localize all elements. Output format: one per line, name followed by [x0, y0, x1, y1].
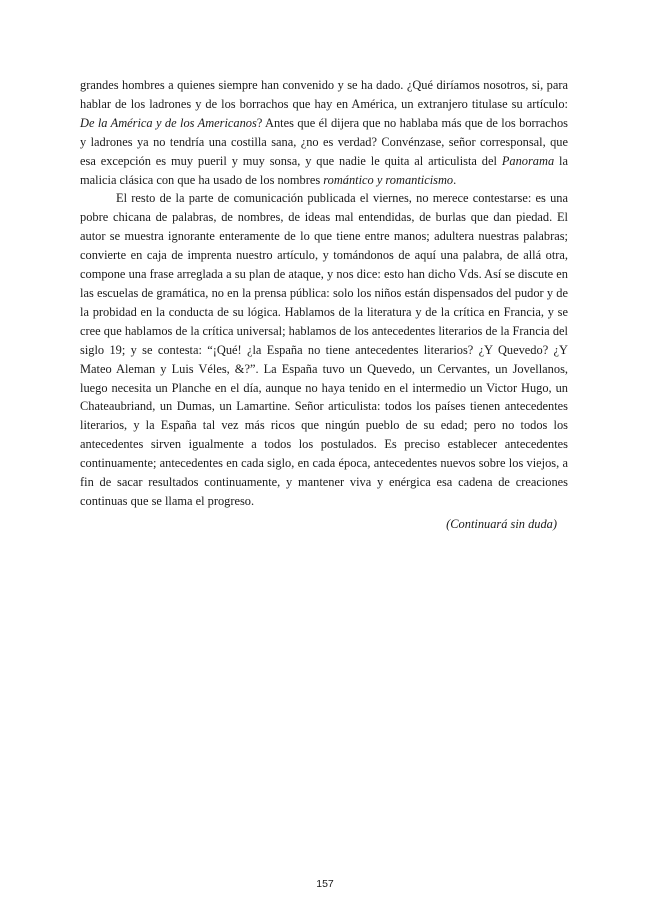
body-text — [80, 76, 568, 511]
paragraph-1 — [80, 76, 568, 189]
paragraph-1-text-d: . — [453, 172, 457, 187]
newspaper-name-italic: Panorama — [501, 153, 555, 168]
paragraph-1-text-a: grandes hombres a quienes siempre han convenido y se ha dado. ¿Qué diríamos nosotros, si, para hablar de los ladrones y de los borrachos que hay en América, un extranjero titulase su artículo: — [80, 78, 568, 111]
closing-note: (Continuará sin duda) — [446, 517, 557, 531]
paragraph-1-text-b: ? Antes que él dijera que no hablaba más que de los borrachos y ladrones ya no tendría una costilla sana, ¿no es verdad? Convénzase, señor corresponsal, que esa excepción es muy pueril y muy sonsa, y que nadie le quita al articulista del — [80, 115, 568, 168]
paragraph-1-text-c: la malicia clásica con que ha usado de los nombres — [80, 153, 568, 187]
terms-italic: romántico y romanticismo — [323, 172, 454, 187]
paragraph-2: El resto de la parte de comunicación publicada el viernes, no merece contestarse: es una pobre chicana de palabras, de nombres, de ideas mal entendidas, de burlas que dan piedad. El autor se muestra ignorante enteramente de lo que tiene entre manos; adultera nuestras palabras; convierte en caja de imprenta nuestro artículo, y tomándonos de aquí una palabra, de allá otra, compone una frase arreglada a su plan de ataque, y nos dice: esto han dicho Vds. Así se discute en las escuelas de gramática, no en la prensa pública: solo los niños están dispensados del pudor y de la probidad en la conducta de su lógica. Hablamos de la literatura y de la crítica en Francia, y se cree que hablamos de la crítica universal; hablamos de los antecedentes literarios de la Francia del siglo 19; y se contesta: “¡Qué! ¿la España no tiene antecedentes literarios? ¿Y Quevedo? ¿Y Mateo Aleman y Luis Véles, &?”. La España tuvo un Quevedo, un Cervantes, un Jovellanos, luego necesita un Planche en el día, aunque no haya tenido en el intermedio un Victor Hugo, un Chateaubriand, un Dumas, un Lamartine. Señor articulista: todos los países tienen antecedentes literarios, y la España tal vez más ricos que ningún pueblo de su edad; pero no todos los antecedentes sirven igualmente a todos los postulados. Es preciso establecer antecedentes continuamente; antecedentes en cada siglo, en cada época, antecedentes nuevos sobre los viejos, a fin de sacar resultados continuamente, y mantener viva y enérgica esa cadena de creaciones continuas que se llama el progreso. — [80, 191, 568, 508]
page-number: 157 — [316, 878, 334, 890]
article-title-italic: De la América y de los Americanos — [80, 115, 257, 130]
